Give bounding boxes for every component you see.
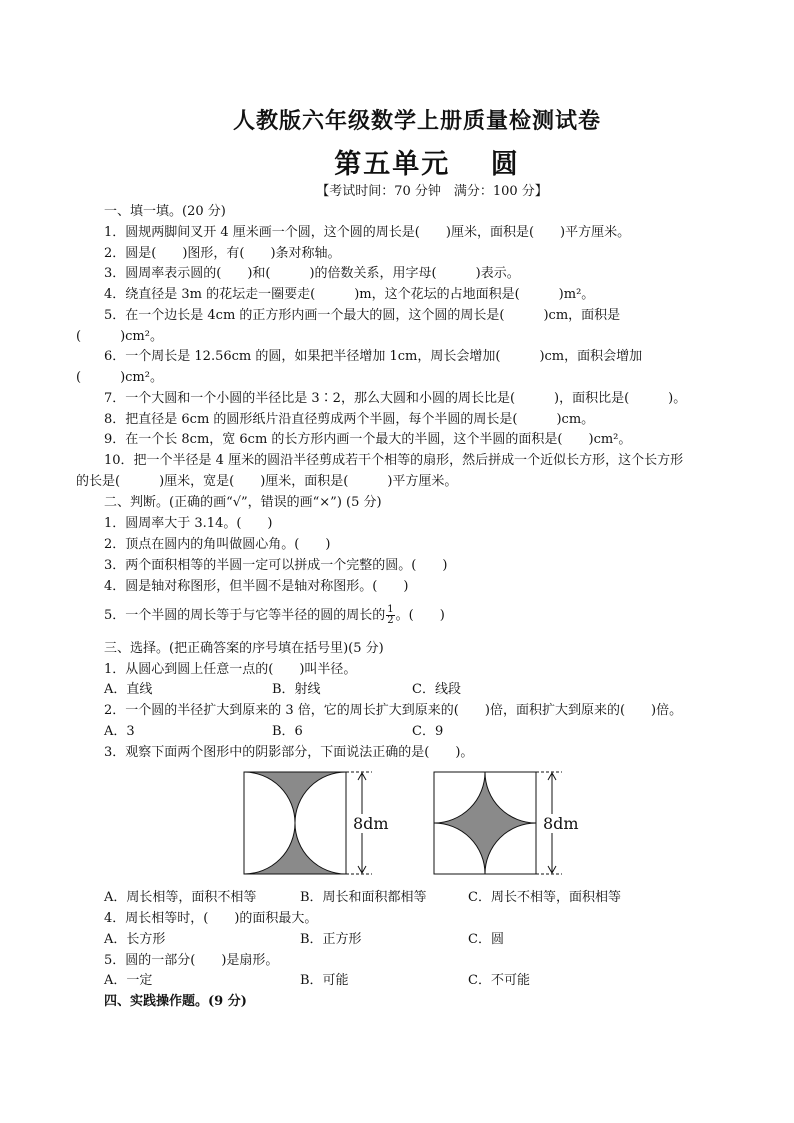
s1-question-10: 10．把一个半径是 4 厘米的圆沿半径剪成若干个相等的扇形，然后拼成一个近似长方形，这个长方形 [104, 453, 684, 468]
s3-q4-option-b: B．正方形 [300, 932, 362, 947]
s3-q2-option-a: A．3 [104, 724, 135, 739]
s3-q5-option-c: C．不可能 [468, 973, 530, 988]
s1-question-9: 9．在一个长 8cm，宽 6cm 的长方形内画一个最大的半圆，这个半圆的面积是( )cm²。 [104, 432, 632, 447]
s3-q3-option-c: C．周长不相等，面积相等 [468, 890, 621, 905]
s2-question-5 [104, 605, 445, 626]
section4-heading: 四、实践操作题。(9 分) [104, 994, 247, 1009]
s2-q5-text: 5．一个半圆的周长等于与它等半径的圆的周长的 [104, 608, 386, 623]
s1-question-8: 8．把直径是 6cm 的圆形纸片沿直径剪成两个半圆，每个半圆的周长是( )cm。 [104, 412, 595, 427]
s3-q4-option-c: C．圆 [468, 932, 504, 947]
s2-q5-blank: 。( ) [395, 608, 445, 623]
s3-q2-option-c: C．9 [412, 724, 444, 739]
s1-question-5: 5．在一个边长是 4cm 的正方形内画一个最大的圆，这个圆的周长是( )cm，面积是 [104, 308, 621, 323]
exam-title: 人教版六年级数学上册质量检测试卷 [232, 109, 601, 134]
s3-q5-option-a: A．一定 [104, 973, 153, 988]
s1-question-10-cont: 的长是( )厘米，宽是( )厘米，面积是( )平方厘米。 [76, 474, 458, 489]
fraction-one-half [386, 605, 394, 626]
s3-question-1: 1．从圆心到圆上任意一点的( )叫半径。 [104, 662, 357, 677]
s1-question-4: 4．绕直径是 3m 的花坛走一圈要走( )m，这个花坛的占地面积是( )m²。 [104, 287, 595, 302]
s2-question-3: 3．两个面积相等的半圆一定可以拼成一个完整的圆。( ) [104, 558, 448, 573]
s1-question-7: 7．一个大圆和一个小圆的半径比是 3∶2，那么大圆和小圆的周长比是( )，面积比是( )。 [104, 391, 687, 406]
s3-question-3: 3．观察下面两个图形中的阴影部分，下面说法正确的是( )。 [104, 745, 474, 760]
s1-question-3: 3．圆周率表示圆的( )和( )的倍数关系，用字母( )表示。 [104, 266, 520, 281]
section3-heading: 三、选择。(把正确答案的序号填在括号里)(5 分) [104, 641, 384, 656]
s3-q1-option-c: C．线段 [412, 682, 461, 697]
section1-heading: 一、填一填。(20 分) [104, 204, 226, 219]
s3-question-4: 4．周长相等时，( )的面积最大。 [104, 911, 318, 926]
s1-question-5-cont: ( )cm²。 [76, 329, 163, 344]
s3-q3-option-b: B．周长和面积都相等 [300, 890, 427, 905]
exam-info: 【考试时间：70 分钟 满分：100 分】 [316, 184, 548, 199]
s3-q1-option-b: B．射线 [272, 682, 321, 697]
s3-q2-option-b: B．6 [272, 724, 303, 739]
s3-question-2: 2．一个圆的半径扩大到原来的 3 倍，它的周长扩大到原来的( )倍，面积扩大到原来的( )倍。 [104, 703, 683, 718]
s1-question-6: 6．一个周长是 12.56cm 的圆，如果把半径增加 1cm，周长会增加( )cm，面积会增加 [104, 349, 643, 364]
fraction-denominator: 2 [387, 615, 394, 626]
s2-question-4: 4．圆是轴对称图形，但半圆不是轴对称图形。( ) [104, 579, 409, 594]
s1-question-2: 2．圆是( )图形，有( )条对称轴。 [104, 246, 341, 261]
figure-2-label: 8dm [543, 814, 579, 833]
s3-q3-option-a: A．周长相等，面积不相等 [104, 890, 257, 905]
section2-heading: 二、判断。(正确的画“√”，错误的画“×”) (5 分) [104, 495, 382, 510]
s1-question-1: 1．圆规两脚间叉开 4 厘米画一个圆，这个圆的周长是( )厘米，面积是( )平方厘米。 [104, 225, 631, 240]
s3-q4-option-a: A．长方形 [104, 932, 166, 947]
s3-q5-option-b: B．可能 [300, 973, 349, 988]
fraction-numerator: 1 [387, 604, 394, 615]
s3-question-5: 5．圆的一部分( )是扇形。 [104, 953, 279, 968]
figure-1-label: 8dm [353, 814, 389, 833]
s2-question-2: 2．顶点在圆内的角叫做圆心角。( ) [104, 537, 331, 552]
s3-q1-option-a: A．直线 [104, 682, 153, 697]
s1-question-6-cont: ( )cm²。 [76, 370, 163, 385]
unit-title: 第五单元 圆 [334, 149, 520, 180]
s2-question-1: 1．圆周率大于 3.14。( ) [104, 516, 273, 531]
